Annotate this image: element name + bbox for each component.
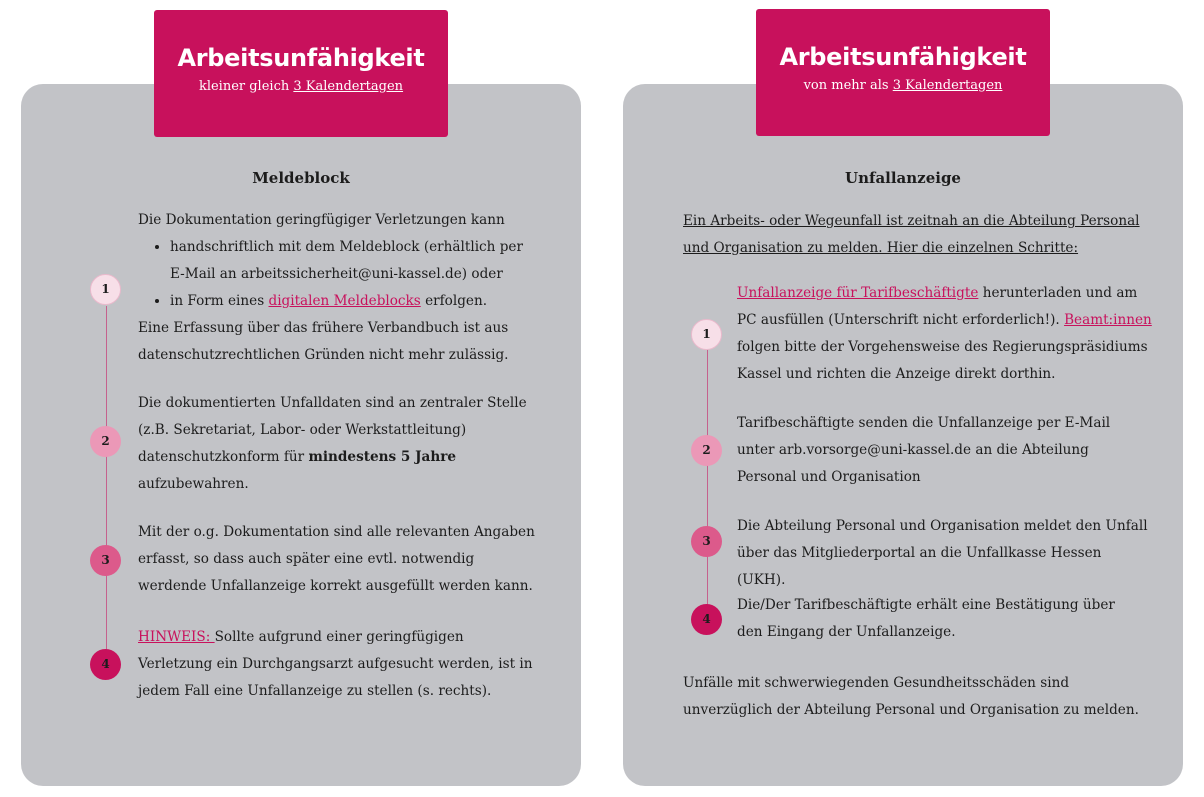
header-title: Arbeitsunfähigkeit [177, 44, 425, 72]
step-3-left: 3 [90, 545, 121, 576]
digital-meldeblock-link[interactable]: digitalen Meldeblocks [268, 293, 421, 309]
beamtinnen-link[interactable]: Beamt:innen [1064, 312, 1152, 328]
right-block-4: Die/Der Tarifbeschäftigte erhält eine Bestätigung über den Eingang der Unfallanzeige. [737, 597, 1115, 640]
header-subtitle-link[interactable]: 3 Kalendertagen [892, 78, 1003, 93]
left-block-2-bold: mindestens 5 Jahre [308, 449, 457, 465]
header-subtitle [756, 77, 1050, 95]
right-block-2: Tarifbeschäftigte senden die Unfallanzeige per E-Mail unter arb.vorsorge@uni-kassel.de an die Abteilung Personal und Organisation [737, 415, 1111, 485]
step-1-right: 1 [691, 319, 722, 350]
right-block-1-text: herunterladen und am PC ausfüllen (Unterschrift nicht erforderlich!). [737, 285, 1138, 328]
header-right [756, 9, 1050, 136]
left-block-1 [138, 207, 553, 369]
left-block-1-intro: Die Dokumentation geringfügiger Verletzungen kann [138, 212, 505, 228]
header-subtitle [154, 78, 448, 96]
section-title-right: Unfallanzeige [845, 169, 961, 187]
hinweis-link[interactable]: HINWEIS: [138, 629, 215, 645]
step-4-right: 4 [691, 604, 722, 635]
header-left [154, 10, 448, 137]
step-4-left: 4 [90, 649, 121, 680]
step-1-left: 1 [90, 274, 121, 305]
step-2-right: 2 [691, 435, 722, 466]
timeline-line-left [106, 306, 107, 664]
list-item-text: erfolgen. [420, 293, 488, 309]
header-subtitle-link[interactable]: 3 Kalendertagen [293, 79, 404, 94]
left-block-2-suffix: aufzubewahren. [138, 476, 249, 492]
left-block-4 [138, 624, 538, 705]
header-subtitle-prefix: von mehr als [803, 78, 893, 93]
left-block-3: Mit der o.g. Dokumentation sind alle relevanten Angaben erfasst, so dass auch später eine evtl. notwendig werdende Unfallanzeige korrekt ausgefüllt werden kann. [138, 524, 535, 594]
timeline-line-right [707, 350, 708, 612]
header-title: Arbeitsunfähigkeit [779, 43, 1027, 71]
right-block-1-text: folgen bitte der Vorgehensweise des Regierungspräsidiums Kassel und richten die Anzeige direkt dorthin. [737, 339, 1148, 382]
list-item-text: in Form eines [170, 293, 269, 309]
step-2-left: 2 [90, 426, 121, 457]
left-block-4-text: Sollte aufgrund einer geringfügigen Verletzung ein Durchgangsarzt aufgesucht werden, ist in jedem Fall eine Unfallanzeige zu stellen (s. rechts). [138, 629, 533, 699]
right-intro: Ein Arbeits- oder Wegeunfall ist zeitnah an die Abteilung Personal und Organisation zu melden. Hier die einzelnen Schritte: [683, 213, 1140, 256]
right-outro: Unfälle mit schwerwiegenden Gesundheitsschäden sind unverzüglich der Abteilung Personal und Organisation zu melden. [683, 675, 1139, 718]
list-item [170, 288, 553, 315]
right-block-3: Die Abteilung Personal und Organisation meldet den Unfall über das Mitgliederportal an die Unfallkasse Hessen (UKH). [737, 518, 1148, 588]
list-item: • handschriftlich mit dem Meldeblock (erhältlich per E-Mail an arbeitssicherheit@uni-kassel.de) oder [170, 234, 540, 288]
step-3-right: 3 [691, 526, 722, 557]
right-block-1 [737, 280, 1152, 388]
left-block-2-text: Die dokumentierten Unfalldaten sind an zentraler Stelle (z.B. Sekretariat, Labor- oder Werkstattleitung) datenschutzkonform für [138, 395, 527, 465]
left-block-2 [138, 390, 528, 498]
left-block-1-list [138, 234, 553, 315]
header-subtitle-prefix: kleiner gleich [198, 79, 294, 94]
left-block-1-outro: Eine Erfassung über das frühere Verbandbuch ist aus datenschutzrechtlichen Gründen nicht mehr zulässig. [138, 320, 509, 363]
unfallanzeige-tarif-link[interactable]: Unfallanzeige für Tarifbeschäftigte [737, 285, 979, 301]
section-title-left: Meldeblock [252, 169, 350, 187]
